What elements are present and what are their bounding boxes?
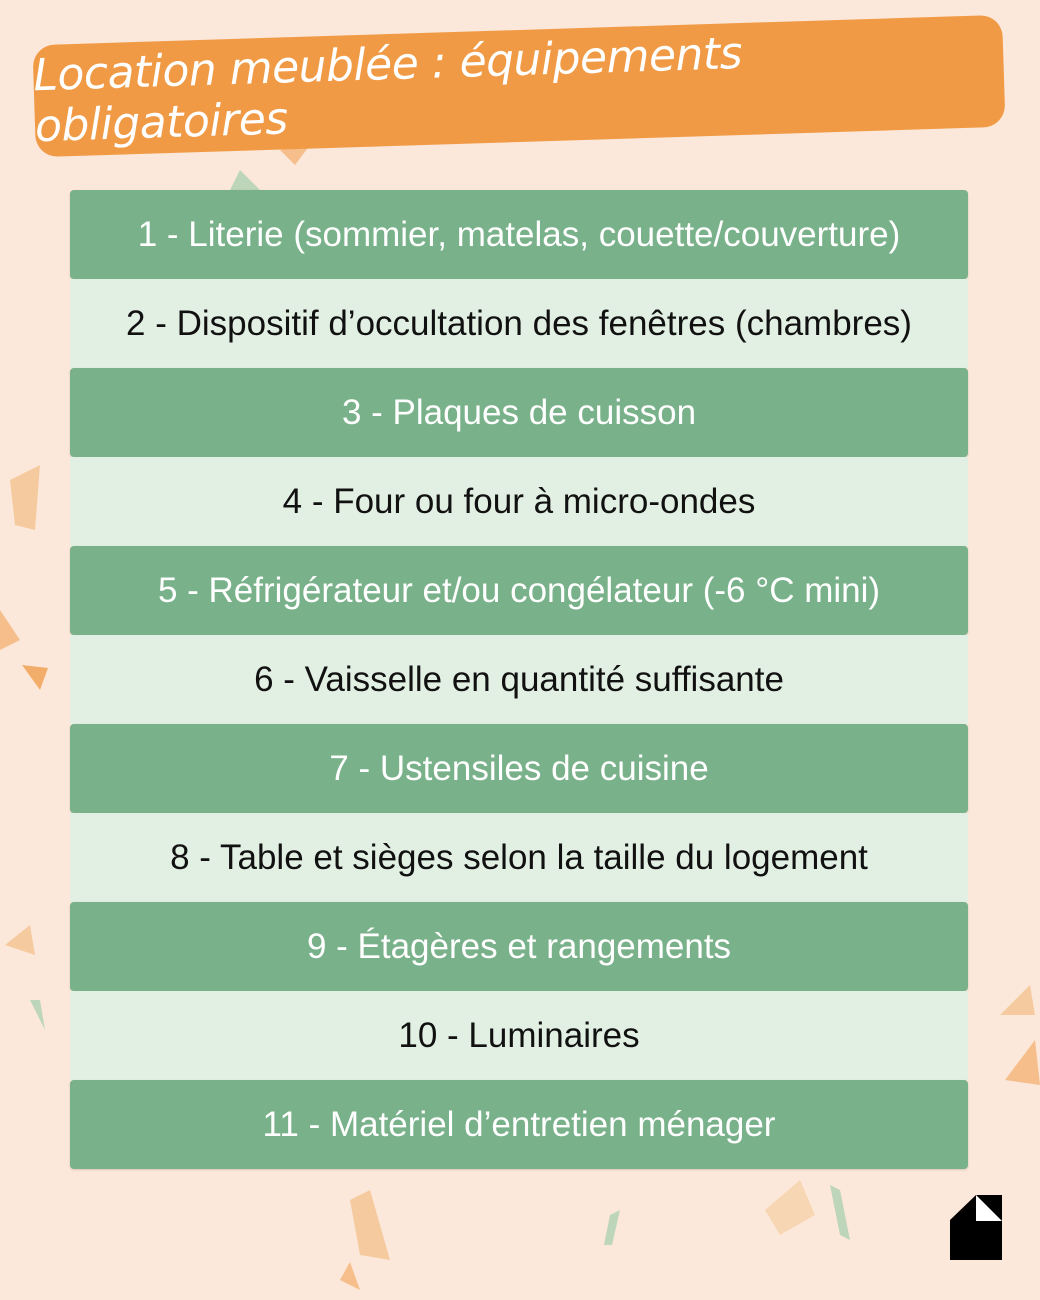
list-item: 2 - Dispositif d’occultation des fenêtres (chambres) xyxy=(70,279,968,368)
page-title: Location meublée : équipements obligatoires xyxy=(32,27,743,153)
list-item: 11 - Matériel d’entretien ménager xyxy=(70,1080,968,1169)
equipment-list xyxy=(70,190,968,1169)
list-item: 9 - Étagères et rangements xyxy=(70,902,968,991)
list-item: 4 - Four ou four à micro-ondes xyxy=(70,457,968,546)
list-item: 10 - Luminaires xyxy=(70,991,968,1080)
list-item: 3 - Plaques de cuisson xyxy=(70,368,968,457)
list-item: 5 - Réfrigérateur et/ou congélateur (-6 °C mini) xyxy=(70,546,968,635)
list-item: 1 - Literie (sommier, matelas, couette/couverture) xyxy=(70,190,968,279)
list-item: 6 - Vaisselle en quantité suffisante xyxy=(70,635,968,724)
document-corner-icon xyxy=(950,1195,1002,1261)
list-item: 8 - Table et sièges selon la taille du logement xyxy=(70,813,968,902)
list-item: 7 - Ustensiles de cuisine xyxy=(70,724,968,813)
